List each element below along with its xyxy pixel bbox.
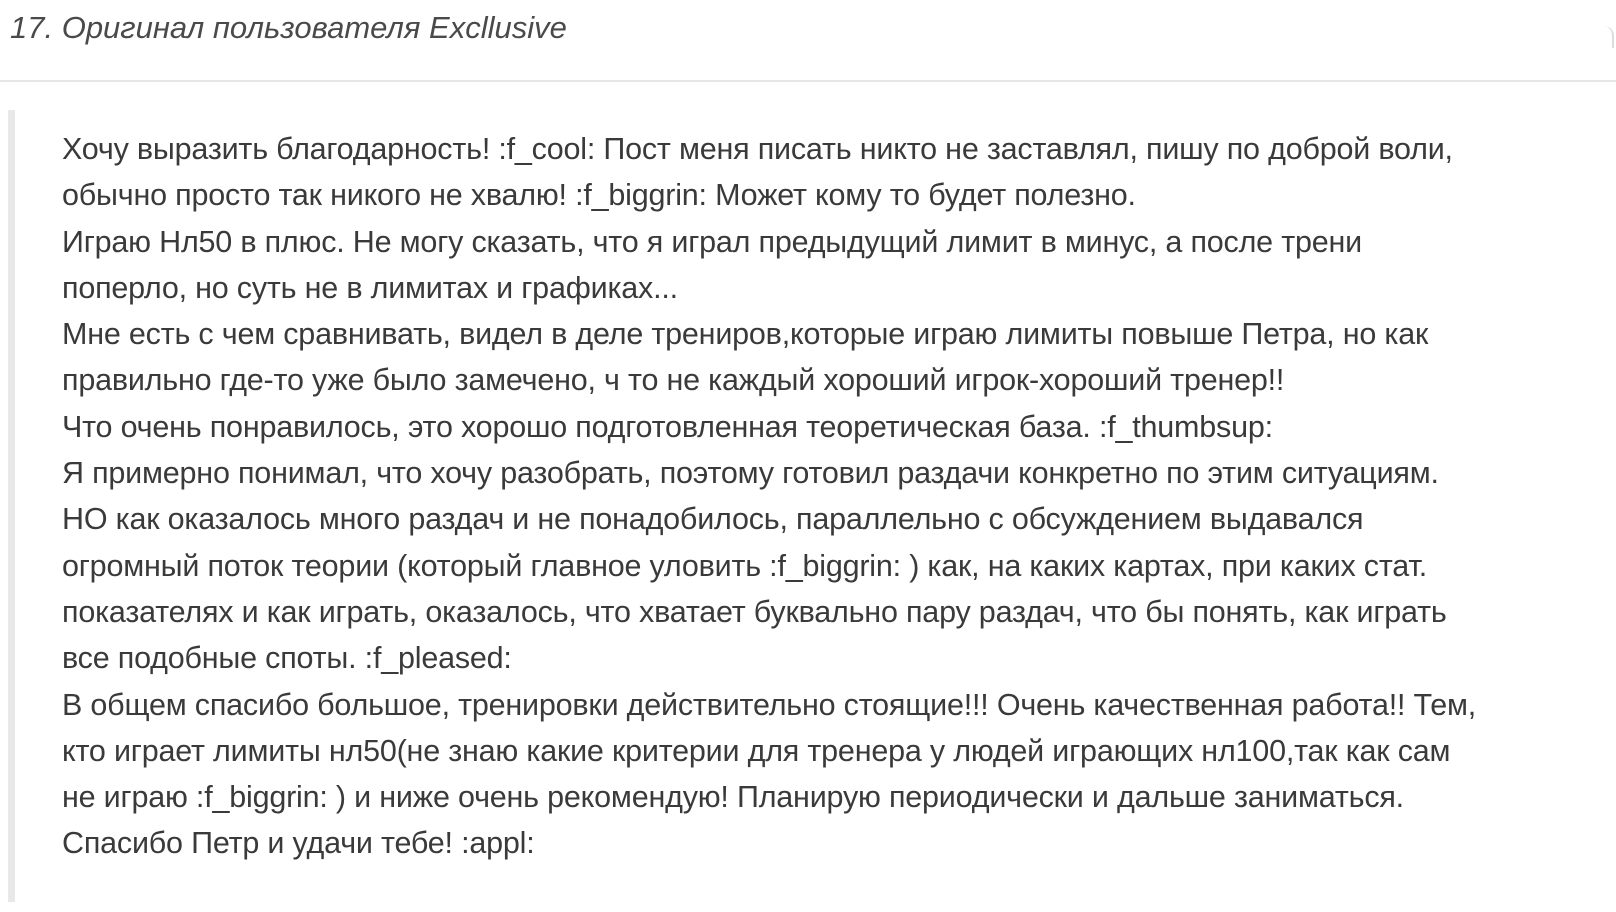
quote-line: Хочу выразить благодарность! :f_cool: Пост меня писать никто не заставлял, пишу по доброй воли, [62, 132, 1453, 166]
quote-line: не играю :f_biggrin: ) и ниже очень рекомендую! Планирую периодически и дальше заниматься. [62, 780, 1404, 815]
scroll-edge-decoration [1600, 26, 1614, 48]
quote-line: Играю Нл50 в плюс. Не могу сказать, что я играл предыдущий лимит в минус, а после трени [62, 224, 1362, 259]
post-header [0, 0, 1616, 82]
quote-line: В общем спасибо большое, тренировки действительно стоящие!!! Очень качественная работа!! Тем, [62, 687, 1477, 722]
quote-line: правильно где-то уже было замечено, ч то не каждый хороший игрок-хороший тренер!! [62, 363, 1285, 398]
quote-line: поперло, но суть не в лимитах и графиках... [62, 270, 678, 305]
quote-line: Мне есть с чем сравнивать, видел в деле трениров,которые играю лимиты повыше Петра, но как [62, 317, 1429, 352]
quote-line: Я примерно понимал, что хочу разобрать, поэтому готовил раздачи конкретно по этим ситуациям. [62, 456, 1439, 491]
quote-line: кто играет лимиты нл50(не знаю какие критерии для тренера у людей играющих нл100,так как сам [62, 733, 1451, 768]
quote-block [8, 110, 1608, 902]
quote-text [62, 126, 1607, 867]
quote-line: Что очень понравилось, это хорошо подготовленная теоретическая база. :f_thumbsup: [62, 409, 1273, 444]
quote-line: обычно просто так никого не хвалю! :f_biggrin: Может кому то будет полезно. [62, 178, 1136, 213]
quote-line: НО как оказалось много раздач и не понадобилось, параллельно с обсуждением выдавался [62, 502, 1364, 537]
quote-line: все подобные споты. :f_pleased: [62, 641, 512, 676]
post-title: 17. Оригинал пользователя Excllusive [10, 10, 567, 45]
quote-line: огромный поток теории (который главное уловить :f_biggrin: ) как, на каких картах, при каких стат. [62, 548, 1428, 583]
quote-line: Спасибо Петр и удачи тебе! :appl: [62, 826, 535, 861]
quote-line: показателях и как играть, оказалось, что хватает буквально пару раздач, что бы понять, как играть [62, 594, 1447, 629]
